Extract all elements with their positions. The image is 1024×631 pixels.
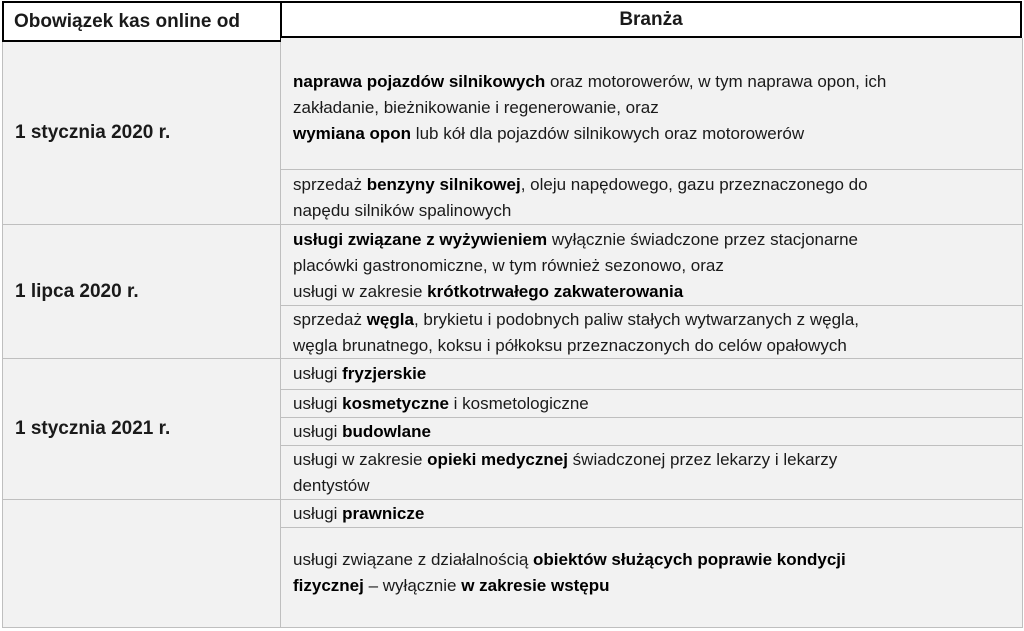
text: sprzedaż <box>293 310 367 329</box>
bold-phrase: wymiana opon <box>293 124 412 143</box>
branch-cell-hairdressing <box>281 359 1023 390</box>
text: , brykietu i podobnych paliw stałych wytwarzanych z węgla, <box>413 310 859 329</box>
text: sprzedaż <box>293 175 367 194</box>
text: usługi <box>293 364 343 383</box>
bold-phrase: fizycznej <box>293 576 364 595</box>
bold-phrase: prawnicze <box>342 504 425 523</box>
bold-phrase: naprawa pojazdów silnikowych <box>293 72 546 91</box>
bold-phrase: benzyny silnikowej <box>366 175 521 194</box>
text: , oleju napędowego, gazu przeznaczonego do <box>520 175 868 194</box>
bold-phrase: fryzjerskie <box>342 364 427 383</box>
text: węgla brunatnego, koksu i półkoksu przeznaczonych do celów opałowych <box>293 336 847 355</box>
text: napędu silników spalinowych <box>293 201 512 220</box>
text: wyłącznie świadczone przez stacjonarne <box>547 230 859 249</box>
branch-cell-coal-sale <box>281 306 1023 359</box>
header-branch-column: Branża <box>280 1 1022 38</box>
date-cell-empty <box>2 500 281 628</box>
text: usługi w zakresie <box>293 282 428 301</box>
text: usługi <box>293 422 343 441</box>
branch-cell-fitness <box>281 528 1023 628</box>
bold-phrase: krótkotrwałego zakwaterowania <box>427 282 684 301</box>
date-cell-jan-2021: 1 stycznia 2021 r. <box>2 359 281 500</box>
bold-phrase: kosmetyczne <box>342 394 449 413</box>
text: usługi związane z działalnością <box>293 550 534 569</box>
branch-cell-legal <box>281 500 1023 528</box>
text: usługi w zakresie <box>293 450 428 469</box>
text: usługi <box>293 394 343 413</box>
branch-cell-construction <box>281 418 1023 446</box>
bold-phrase: usługi związane z wyżywieniem <box>293 230 548 249</box>
bold-phrase: opieki medycznej <box>427 450 568 469</box>
bold-phrase: obiektów służących poprawie kondycji <box>533 550 846 569</box>
branch-cell-catering-accommodation <box>281 225 1023 306</box>
bold-phrase: budowlane <box>342 422 431 441</box>
bold-phrase: w zakresie wstępu <box>461 576 610 595</box>
date-cell-jan-2020: 1 stycznia 2020 r. <box>2 42 281 225</box>
text: dentystów <box>293 476 370 495</box>
text: i kosmetologiczne <box>448 394 589 413</box>
text: zakładanie, bieżnikowanie i regenerowanie, oraz <box>293 98 659 117</box>
text: placówki gastronomiczne, w tym również sezonowo, oraz <box>293 256 724 275</box>
branch-cell-vehicle-repair <box>281 38 1023 170</box>
branch-cell-medical-care <box>281 446 1023 500</box>
header-date-column: Obowiązek kas online od <box>2 1 282 42</box>
branch-cell-cosmetics <box>281 390 1023 418</box>
text: oraz motorowerów, w tym naprawa opon, ich <box>545 72 887 91</box>
text: lub kół dla pojazdów silnikowych oraz motorowerów <box>411 124 805 143</box>
text: – wyłącznie <box>363 576 462 595</box>
text: usługi <box>293 504 343 523</box>
bold-phrase: węgla <box>366 310 414 329</box>
branch-cell-fuel-sale <box>281 170 1023 225</box>
date-cell-jul-2020: 1 lipca 2020 r. <box>2 225 281 359</box>
text: świadczonej przez lekarzy i lekarzy <box>567 450 838 469</box>
